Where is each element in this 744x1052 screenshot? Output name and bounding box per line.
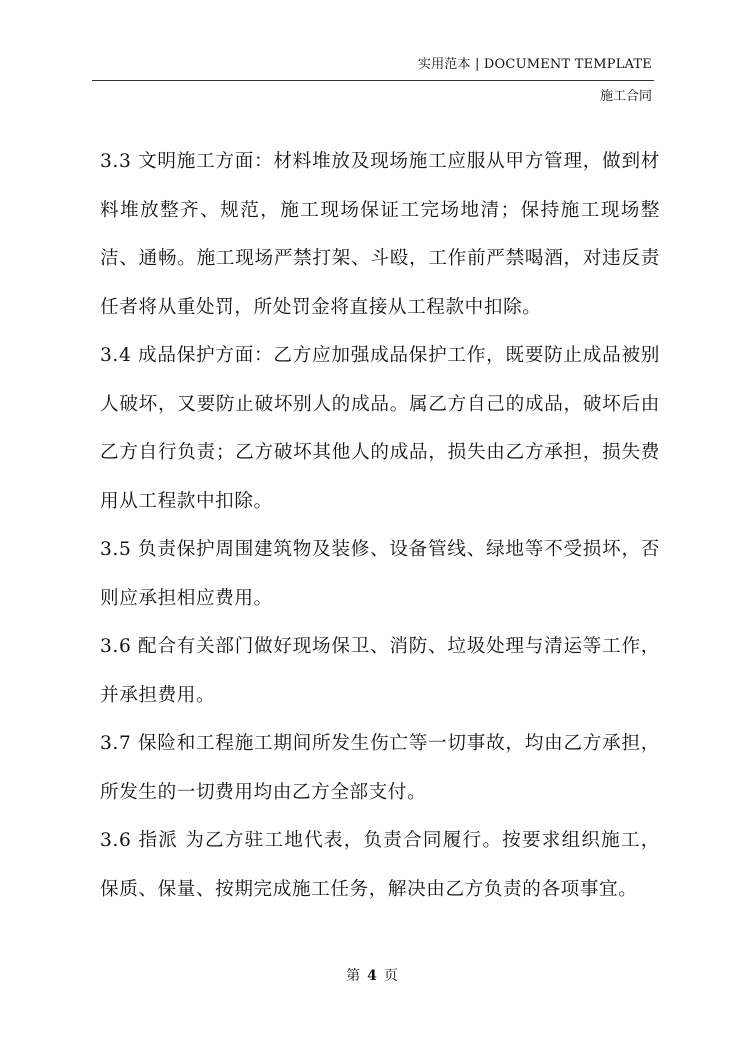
paragraph-3-3: 3.3 文明施工方面：材料堆放及现场施工应服从甲方管理，做到材料堆放整齐、规范，施工现场保证工完场地清；保持施工现场整洁、通畅。施工现场严禁打架、斗殴，工作前严禁喝酒，对违反责任者将从重处罚，所处罚金将直接从工程款中扣除。 xyxy=(100,151,660,318)
paragraph-3-7: 3.7 保险和工程施工期间所发生伤亡等一切事故，均由乙方承担，所发生的一切费用均由乙方全部支付。 xyxy=(100,733,660,803)
footer-suffix: 页 xyxy=(383,968,398,984)
paragraph-3-5: 3.5 负责保护周围建筑物及装修、设备管线、绿地等不受损坏，否则应承担相应费用。 xyxy=(100,539,660,609)
header-subtitle: 施工合同 xyxy=(599,89,652,104)
footer-prefix: 第 xyxy=(346,968,361,984)
paragraph-3-6-representative: 3.6 指派 为乙方驻工地代表，负责合同履行。按要求组织施工，保质、保量、按期完成施工任务，解决由乙方负责的各项事宜。 xyxy=(100,830,660,900)
header-divider xyxy=(92,80,654,81)
header-title: 实用范本 | DOCUMENT TEMPLATE xyxy=(417,57,652,72)
paragraph-3-4: 3.4 成品保护方面：乙方应加强成品保护工作，既要防止成品被别人破坏，又要防止破坏别人的成品。属乙方自己的成品，破坏后由乙方自行负责；乙方破坏其他人的成品，损失由乙方承担，损失费用从工程款中扣除。 xyxy=(100,345,660,512)
page-footer xyxy=(0,965,744,985)
paragraph-3-6-coordination: 3.6 配合有关部门做好现场保卫、消防、垃圾处理与清运等工作，并承担费用。 xyxy=(100,636,660,706)
document-body xyxy=(100,138,660,914)
page-number: 4 xyxy=(367,968,377,984)
